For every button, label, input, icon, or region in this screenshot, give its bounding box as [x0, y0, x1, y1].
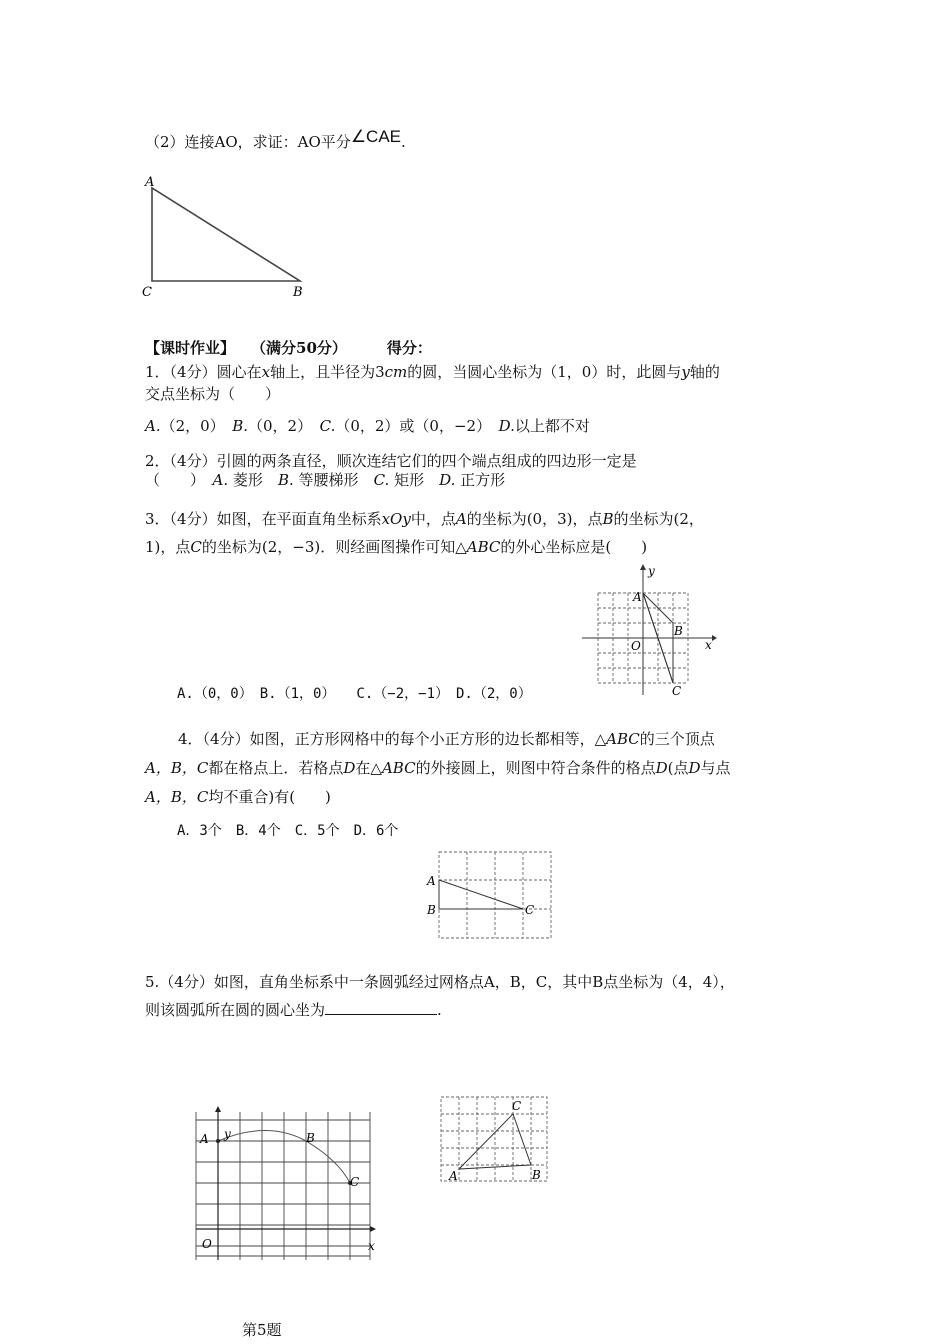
label-a: A — [145, 175, 155, 190]
q1-option-c: （0，2）或（0，−2） — [335, 417, 484, 435]
svg-text:y: y — [648, 564, 655, 578]
q2-option-d: 正方形 — [460, 471, 506, 489]
q1-option-a: （2，0） — [160, 417, 218, 435]
svg-text:x: x — [705, 638, 712, 652]
q4-line1: 4．（4分）如图，正方形网格中的每个小正方形的边长都相等，△ABC的三个顶点 — [178, 730, 715, 748]
part2-line: （2）连接AO，求证：AO平分∠CAE. — [145, 127, 406, 151]
svg-text:B: B — [427, 903, 436, 917]
q4-line3: A，B，C均不重合)有( ) — [145, 788, 331, 806]
q3-coordinate-figure — [578, 563, 718, 698]
q2-option-b: 等腰梯形 — [298, 471, 359, 489]
svg-text:C: C — [512, 1099, 522, 1113]
homework-full-score: （满分50分） — [251, 339, 347, 357]
svg-text:B: B — [674, 624, 683, 638]
svg-text:A: A — [427, 874, 436, 888]
svg-text:O: O — [631, 639, 641, 653]
last-grid-figure — [438, 1094, 556, 1186]
answer-blank — [325, 1000, 437, 1015]
q5-line2: 则该圆弧所在圆的圆心坐为 . — [145, 1001, 442, 1019]
svg-text:y: y — [224, 1127, 231, 1141]
homework-title: 【课时作业】 — [145, 339, 236, 357]
q1-option-d: 以上都不对 — [514, 417, 590, 435]
q4-triangle-abc — [439, 880, 523, 909]
q5-line1: 5.（4分）如图，直角坐标系中一条圆弧经过网格点A，B，C，其中B点坐标为（4，4）， — [145, 973, 735, 991]
x-axis-arrow — [712, 635, 717, 641]
svg-text:A: A — [449, 1169, 458, 1183]
q4-line2: A，B，C都在格点上．若格点D在△ABC的外接圆上，则图中符合条件的格点D(点D与点 — [145, 759, 731, 777]
q2-option-c: 矩形 — [394, 471, 425, 489]
svg-text:A: A — [200, 1132, 209, 1146]
q5-arc-figure — [188, 1108, 398, 1268]
homework-score-label: 得分： — [386, 339, 432, 357]
svg-text:C: C — [525, 903, 535, 917]
q1-line1: 1．（4分）圆心在x轴上，且半径为3cm的圆，当圆心坐标为（1，0）时，此圆与y轴的 — [145, 363, 720, 381]
label-b: B — [293, 285, 303, 300]
y-axis-arrow — [640, 564, 646, 570]
q1-line2: 交点坐标为（ ） — [145, 385, 281, 403]
q2-option-a: 菱形 — [232, 471, 263, 489]
q3-line1: 3．（4分）如图，在平面直角坐标系xOy中，点A的坐标为(0，3)，点B的坐标为(2， — [145, 510, 704, 528]
q2-options: （ ） A. 菱形 B. 等腰梯形 C. 矩形 D. 正方形 — [145, 471, 506, 489]
triangle-abc — [152, 188, 300, 281]
svg-text:B: B — [532, 1168, 541, 1182]
svg-text:C: C — [350, 1175, 360, 1189]
q3-options: A.（0，0） B.（1，0） C.（−2，−1） D.（2，0） — [177, 686, 532, 702]
angle-cae: ∠CAE — [350, 127, 402, 146]
q2-line1: 2．（4分）引圆的两条直径，顺次连结它们的四个端点组成的四边形一定是 — [145, 452, 637, 470]
homework-header — [145, 338, 432, 358]
q4-options: A．3个 B．4个 C．5个 D．6个 — [177, 823, 399, 839]
svg-text:O: O — [202, 1237, 212, 1251]
q5-caption: 第5题 — [242, 1321, 282, 1339]
svg-text:x: x — [368, 1239, 375, 1253]
q3-line2: 1)，点C的坐标为(2，−3)．则经画图操作可知△ABC的外心坐标应是( ) — [145, 538, 648, 556]
svg-text:C: C — [672, 684, 682, 698]
q4-grid-figure — [424, 848, 564, 943]
svg-text:A: A — [633, 590, 642, 604]
part2-text: （2）连接AO，求证：AO平分 — [145, 133, 351, 151]
svg-text:B: B — [306, 1131, 315, 1145]
q1-option-b: （0，2） — [248, 417, 305, 435]
label-c: C — [142, 285, 152, 300]
q1-options: A.（2，0） B.（0，2） C.（0，2）或（0，−2） D.以上都不对 — [145, 417, 590, 435]
triangle-figure — [140, 170, 320, 305]
